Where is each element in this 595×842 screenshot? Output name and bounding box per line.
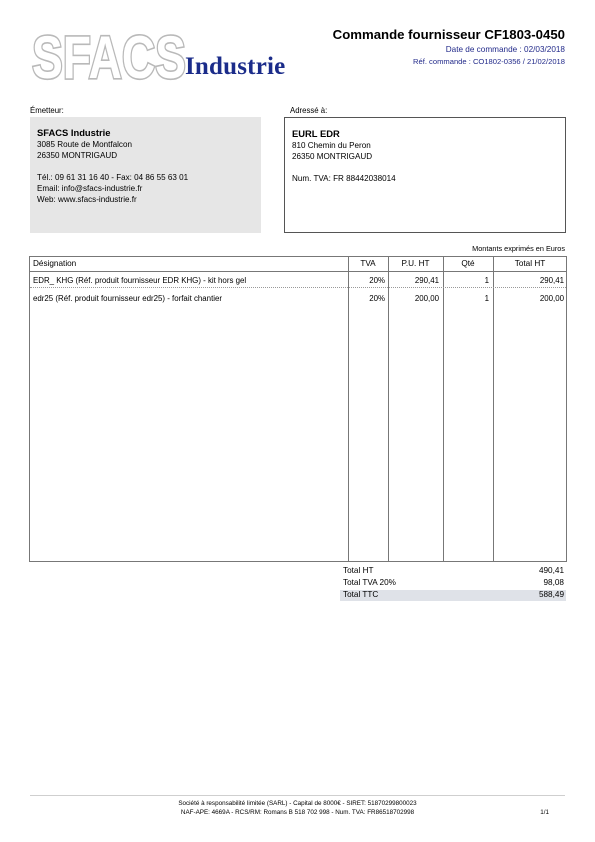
- row-designation: EDR_ KHG (Réf. produit fournisseur EDR KHG) - kit hors gel: [33, 276, 247, 285]
- table-row: [30, 273, 566, 288]
- sender-email: Email: info@sfacs-industrie.fr: [37, 183, 143, 193]
- row-designation: edr25 (Réf. produit fournisseur edr25) - forfait chantier: [33, 294, 223, 303]
- sender-box: [30, 117, 261, 233]
- footer-legal-line1: Société à responsabilité limitée (SARL) - Capital de 8000€ - SIRET: 51870299800023: [178, 800, 417, 807]
- total-ht-value: 490,41: [538, 566, 564, 575]
- row-unit-price: 200,00: [414, 294, 439, 303]
- header-divider: [30, 271, 566, 272]
- column-header-total: Total HT: [514, 259, 546, 268]
- recipient-address-line1: 810 Chemin du Peron: [292, 141, 371, 150]
- total-ttc-label: Total TTC: [343, 590, 379, 599]
- total-ht-label: Total HT: [343, 566, 374, 575]
- row-unit-price: 290,41: [414, 276, 439, 285]
- items-table: [29, 256, 567, 562]
- column-header-tva: TVA: [360, 259, 376, 268]
- page-number: 1/1: [540, 809, 549, 816]
- recipient-label: Adressé à:: [290, 106, 328, 115]
- row-quantity: 1: [484, 294, 489, 303]
- sender-label: Émetteur:: [30, 106, 64, 115]
- footer-legal-line2: NAF-APE: 4669A - RCS/RM: Romans B 518 702 998 - Num. TVA: FR86518702998: [180, 809, 415, 816]
- total-tva-row: [340, 578, 566, 589]
- sender-address-line1: 3085 Route de Montfalcon: [37, 140, 132, 149]
- total-ttc-row: [340, 590, 566, 601]
- column-header-unit-price: P.U. HT: [401, 259, 430, 268]
- row-total: 200,00: [539, 294, 564, 303]
- company-logo: [30, 26, 190, 86]
- row-tva: 20%: [369, 294, 385, 303]
- recipient-address-line2: 26350 MONTRIGAUD: [292, 152, 373, 162]
- sender-website: Web: www.sfacs-industrie.fr: [37, 195, 137, 205]
- currency-note: Montants exprimés en Euros: [472, 244, 565, 253]
- total-ttc-value: 588,49: [538, 590, 564, 599]
- total-tva-label: Total TVA 20%: [343, 578, 396, 587]
- total-tva-value: 98,08: [543, 578, 564, 587]
- footer-divider: [30, 795, 565, 796]
- recipient-name: EURL EDR: [292, 128, 340, 139]
- sender-phone: Tél.: 09 61 31 16 40 - Fax: 04 86 55 63 01: [37, 172, 189, 182]
- column-header-quantity: Qté: [461, 259, 475, 268]
- order-reference: Réf. commande : CO1802-0356 / 21/02/2018: [413, 57, 565, 66]
- logo-main-text: SFACS: [32, 26, 186, 86]
- sender-address-line2: 26350 MONTRIGAUD: [37, 151, 118, 161]
- logo-subtitle: Industrie: [185, 53, 286, 80]
- total-ht-row: [340, 566, 566, 577]
- order-date: Date de commande : 02/03/2018: [445, 45, 565, 54]
- recipient-box: [284, 117, 566, 233]
- table-row: [30, 291, 566, 305]
- row-total: 290,41: [539, 276, 564, 285]
- row-quantity: 1: [484, 276, 489, 285]
- column-header-designation: Désignation: [33, 259, 77, 268]
- document-title: Commande fournisseur CF1803-0450: [332, 27, 565, 42]
- sender-name: SFACS Industrie: [37, 127, 111, 138]
- row-tva: 20%: [369, 276, 385, 285]
- recipient-vat-number: Num. TVA: FR 88442038014: [292, 173, 396, 183]
